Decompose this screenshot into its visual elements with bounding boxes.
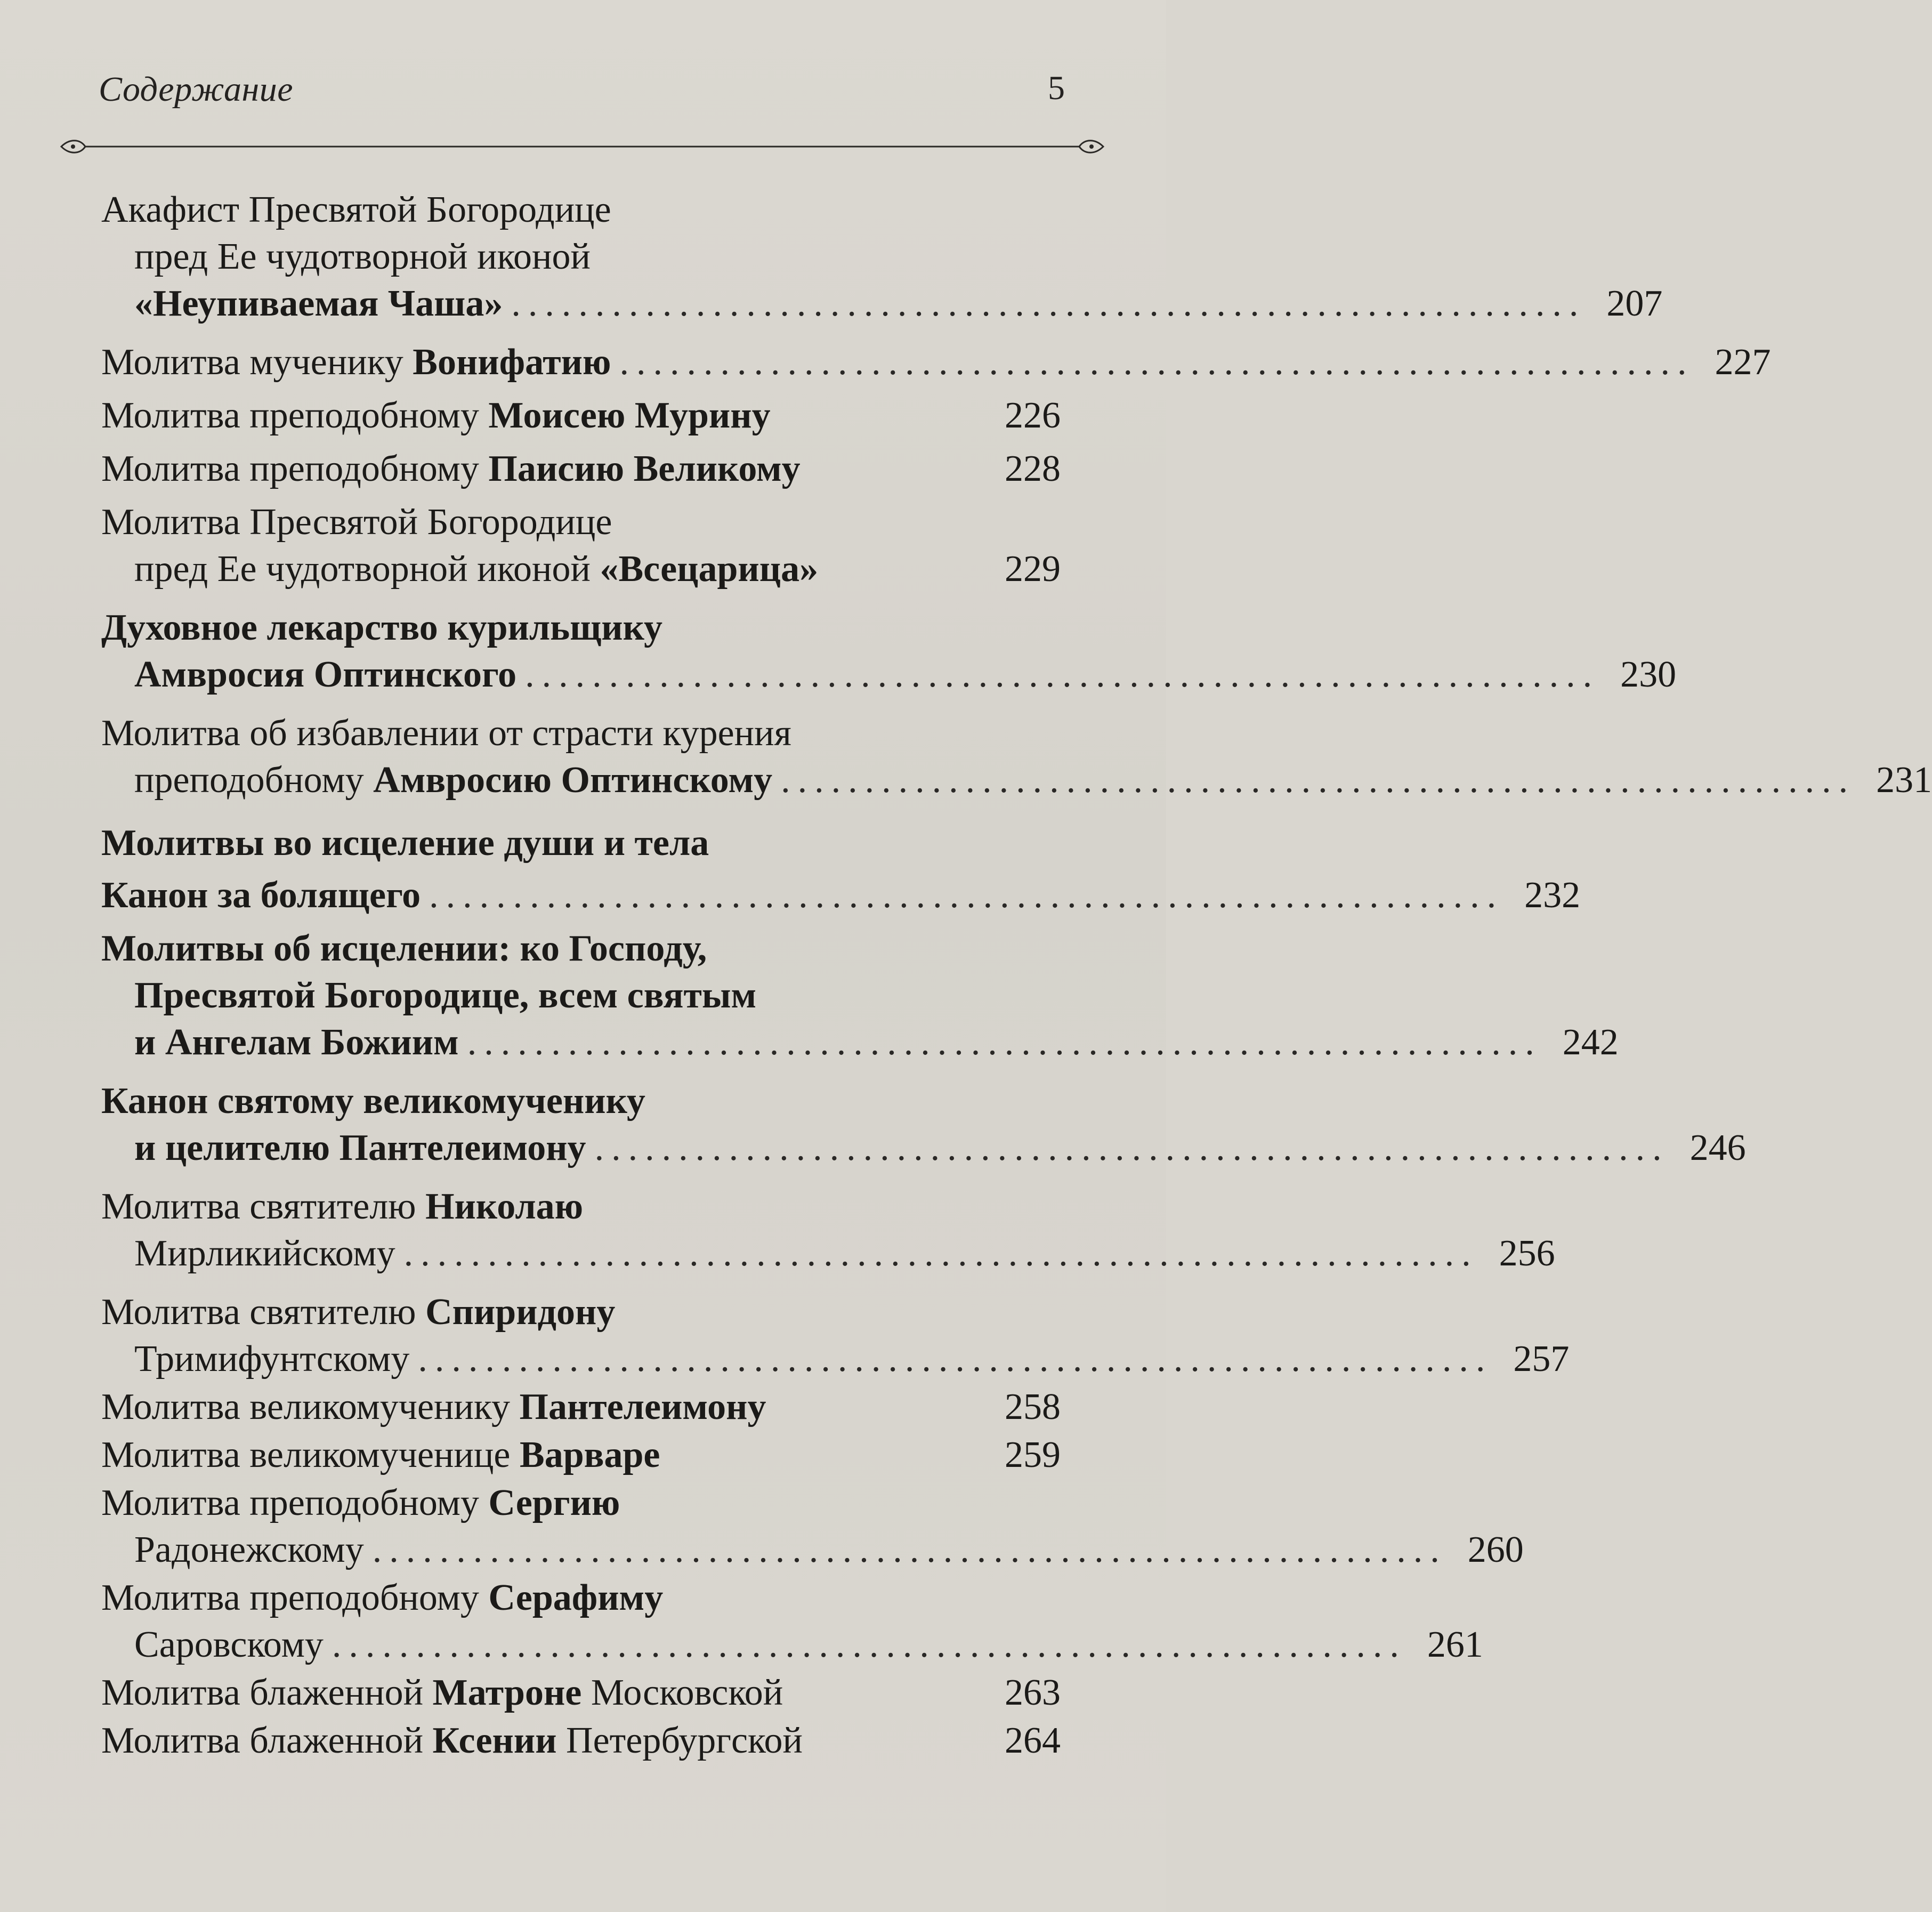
entry-saint-name: Варваре [520, 1434, 660, 1475]
dot-leader: ................................................................ [781, 760, 1856, 801]
entry-prefix: Молитва преподобному [101, 1577, 489, 1618]
toc-entry[interactable] [101, 1575, 1483, 1668]
entry-prefix: пред Ее чудотворной иконой [134, 548, 600, 590]
toc-entry[interactable] [101, 392, 1061, 439]
entry-page-number: 226 [1005, 395, 1061, 436]
entry-saint-name: Моисею Мурину [488, 395, 771, 436]
dot-leader: ................................................................ [511, 283, 1586, 324]
section-heading: Молитвы во исцеление души и тела [101, 822, 709, 864]
dot-leader: ................................................................ [429, 875, 1504, 916]
dot-leader: ................................................................ [372, 1529, 1447, 1570]
entry-line: и Ангелам Божиим [134, 1022, 459, 1063]
entry-saint-name: Ксении [432, 1720, 557, 1761]
toc-entry[interactable] [101, 1183, 1555, 1277]
entry-page-number: 261 [1427, 1624, 1483, 1665]
entry-prefix: Молитва святителю [101, 1186, 426, 1227]
entry-prefix: Молитва блаженной [101, 1720, 433, 1761]
toc-entry[interactable] [101, 1669, 1061, 1716]
entry-saint-name: Николаю [425, 1186, 584, 1227]
dot-leader: ................................................................ [525, 654, 1600, 695]
entry-page-number: 232 [1524, 875, 1581, 916]
toc-entry[interactable] [101, 1384, 1061, 1431]
dot-leader: ................................................................ [619, 342, 1694, 383]
entry-prefix: Молитва преподобному [101, 395, 489, 436]
dot-leader: ................................................................ [332, 1624, 1406, 1665]
dot-leader: ................................................................ [467, 1022, 1542, 1063]
entry-prefix: Молитва преподобному [101, 1482, 489, 1523]
entry-line: Мирликийскому [134, 1233, 395, 1274]
entry-prefix: преподобному [134, 760, 374, 801]
entry-page-number: 242 [1562, 1022, 1619, 1063]
entry-prefix: Молитва великомученице [101, 1434, 520, 1475]
ornamental-rule [56, 133, 1109, 160]
entry-suffix: Петербургской [556, 1720, 803, 1761]
entry-prefix: Молитва святителю [101, 1292, 426, 1333]
entry-saint-name: Серафиму [488, 1577, 664, 1618]
page-number: 5 [1048, 69, 1065, 107]
entry-page-number: 257 [1513, 1338, 1570, 1379]
entry-page-number: 256 [1499, 1233, 1555, 1274]
entry-page-number: 264 [1005, 1720, 1061, 1761]
entry-page-number: 228 [1005, 448, 1061, 489]
entry-line: Акафист Пресвятой Богородице [101, 189, 611, 230]
entry-line: Тримифунтскому [134, 1338, 410, 1379]
entry-line: Молитвы об исцелении: ко Господу, [101, 928, 707, 969]
entry-line: Саровскому [134, 1624, 324, 1665]
entry-line: Канон святому великомученику [101, 1080, 645, 1122]
toc-entry[interactable] [101, 1289, 1570, 1383]
entry-page-number: 231 [1876, 760, 1932, 801]
entry-page-number: 207 [1606, 283, 1663, 324]
entry-saint-name: Спиридону [425, 1292, 616, 1333]
entry-icon-name: «Всецарица» [600, 548, 819, 590]
entry-line: пред Ее чудотворной иконой [134, 236, 591, 277]
entry-page-number: 263 [1005, 1672, 1061, 1713]
toc-entry[interactable] [101, 604, 1677, 698]
entry-saint-name: Пантелеимону [519, 1386, 766, 1427]
entry-saint-name: Матроне [432, 1672, 582, 1713]
entry-page-number: 246 [1690, 1127, 1746, 1168]
entry-line: и целителю Пантелеимону [134, 1127, 586, 1168]
toc-entry[interactable] [101, 499, 1061, 593]
dot-leader: ................................................................ [418, 1338, 1493, 1379]
entry-line: Амвросия Оптинского [134, 654, 517, 695]
table-of-contents [101, 187, 1932, 1765]
dot-leader: ................................................................ [403, 1233, 1478, 1274]
entry-page-number: 259 [1005, 1434, 1061, 1475]
toc-entry[interactable] [101, 446, 1061, 493]
toc-entry[interactable] [101, 339, 1771, 386]
entry-saint-name: Сергию [488, 1482, 620, 1523]
entry-line: Канон за болящего [101, 875, 421, 916]
entry-prefix: Молитва великомученику [101, 1386, 520, 1427]
entry-line: Молитва об избавлении от страсти курения [101, 713, 791, 754]
entry-page-number: 227 [1715, 342, 1771, 383]
entry-suffix: Московской [581, 1672, 783, 1713]
entry-line: Радонежскому [134, 1529, 364, 1570]
entry-prefix: Молитва мученику [101, 342, 413, 383]
entry-saint-name: Амвросию Оптинскому [373, 760, 773, 801]
entry-line: Пресвятой Богородице, всем святым [134, 975, 757, 1016]
entry-prefix: Молитва блаженной [101, 1672, 433, 1713]
dot-leader: ................................................................ [594, 1127, 1669, 1168]
entry-page-number: 230 [1620, 654, 1677, 695]
entry-page-number: 229 [1005, 548, 1061, 590]
toc-entry[interactable] [101, 925, 1619, 1066]
toc-entry[interactable] [101, 1078, 1746, 1172]
toc-entry[interactable] [101, 1480, 1524, 1574]
entry-saint-name: Вонифатию [413, 342, 611, 383]
toc-entry[interactable] [101, 1432, 1061, 1479]
entry-prefix: Молитва преподобному [101, 448, 489, 489]
entry-line: Духовное лекарство курильщику [101, 607, 662, 648]
entry-title-bold: «Неупиваемая Чаша» [134, 283, 503, 324]
toc-entry[interactable] [101, 1717, 1061, 1764]
toc-entry[interactable] [101, 187, 1663, 327]
toc-entry[interactable] [101, 710, 1932, 804]
entry-saint-name: Паисию Великому [488, 448, 801, 489]
running-head-title: Содержание [99, 70, 294, 109]
entry-page-number: 260 [1467, 1529, 1524, 1570]
toc-entry[interactable] [101, 872, 1581, 919]
entry-page-number: 258 [1005, 1386, 1061, 1427]
entry-line: Молитва Пресвятой Богородице [101, 502, 612, 543]
